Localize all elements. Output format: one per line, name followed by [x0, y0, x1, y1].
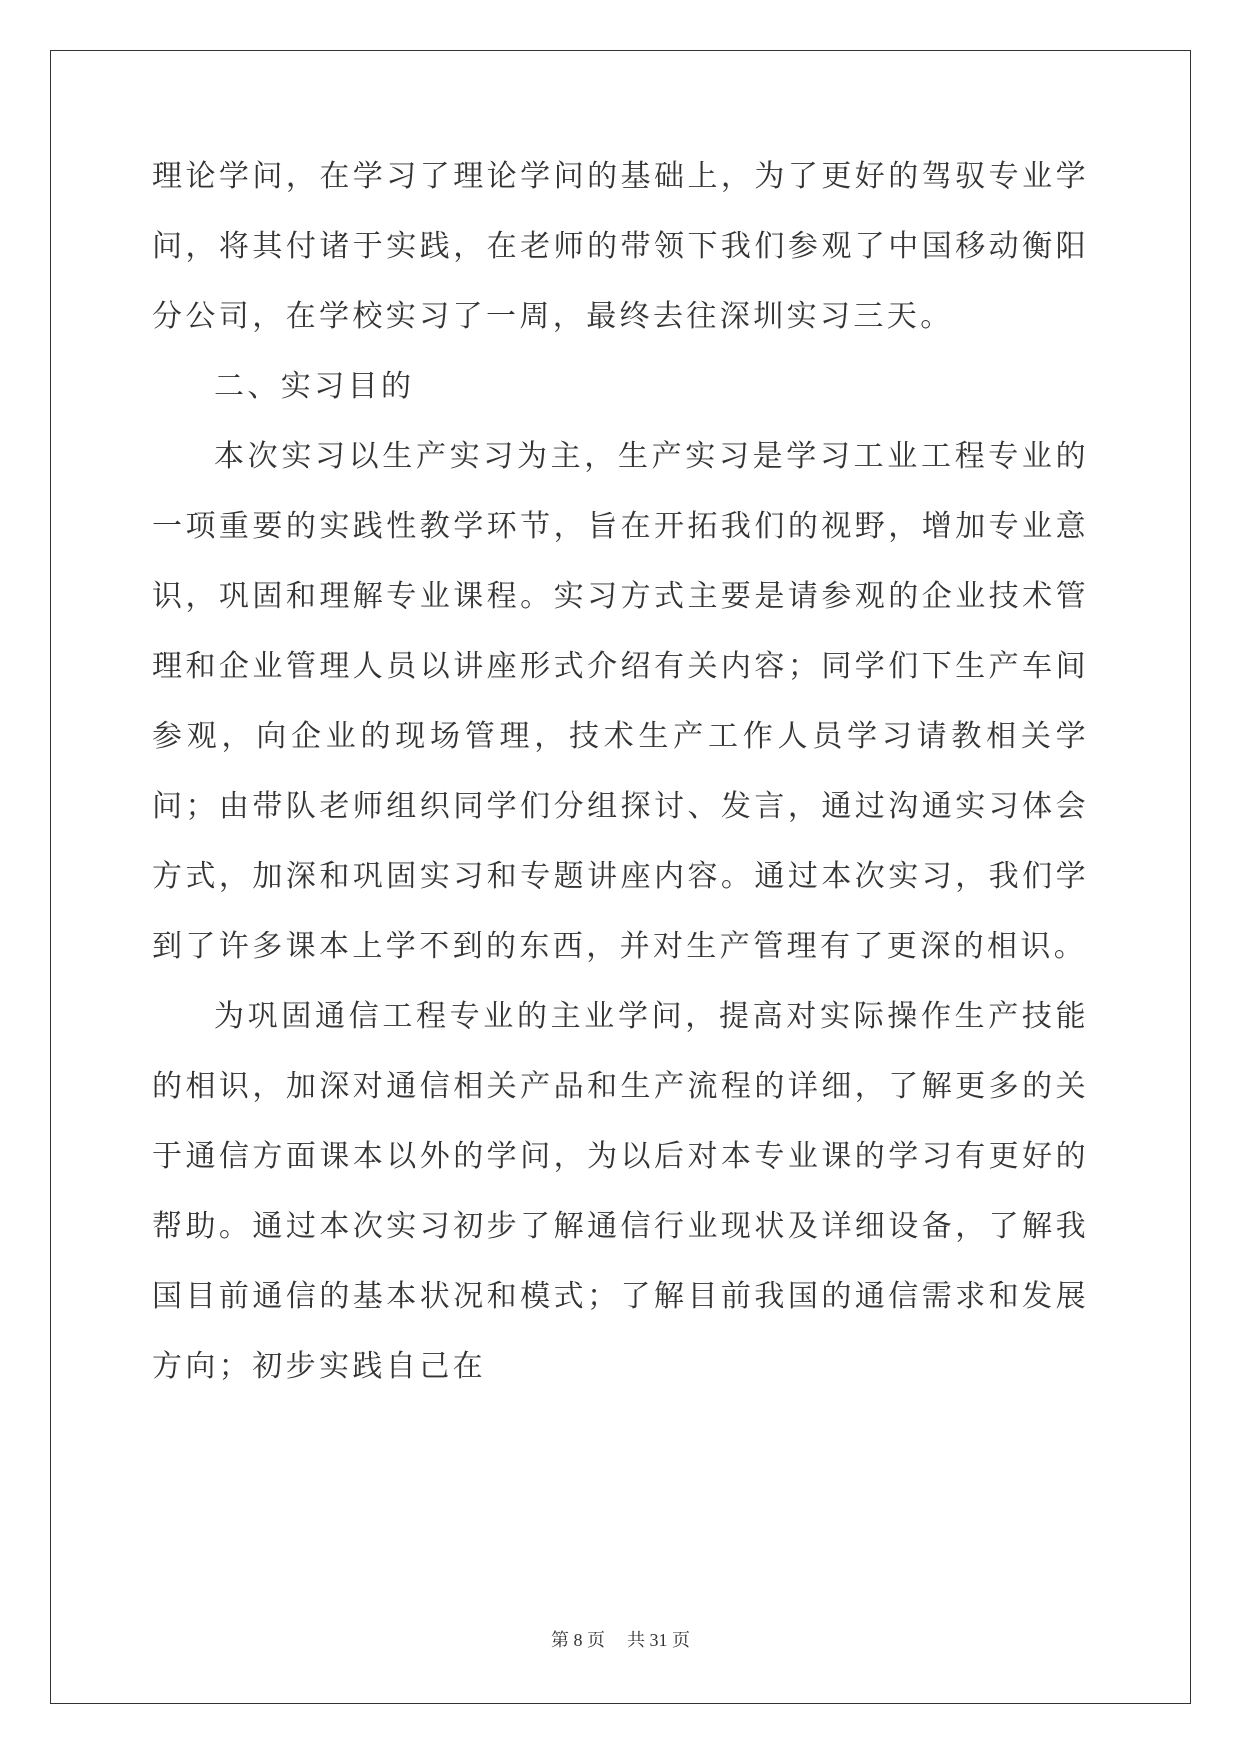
paragraph: 为巩固通信工程专业的主业学问，提高对实际操作生产技能的相识，加深对通信相关产品和生产流程的详细，了解更多的关于通信方面课本以外的学问，为以后对本专业课的学习有更好的帮助。通过本次实习初步了解通信行业现状及详细设备，了解我国目前通信的基本状况和模式；了解目前我国的通信需求和发展方向；初步实践自己在	[152, 999, 1089, 1384]
page-number: 第 8 页	[551, 1630, 605, 1650]
document-body	[152, 142, 1089, 1402]
paragraph: 本次实习以生产实习为主，生产实习是学习工业工程专业的一项重要的实践性教学环节，旨在开拓我们的视野，增加专业意识，巩固和理解专业课程。实习方式主要是请参观的企业技术管理和企业管理人员以讲座形式介绍有关内容；同学们下生产车间参观，向企业的现场管理，技术生产工作人员学习请教相关学问；由带队老师组织同学们分组探讨、发言，通过沟通实习体会方式，加深和巩固实习和专题讲座内容。通过本次实习，我们学到了许多课本上学不到的东西，并对生产管理有了更深的相识。	[152, 439, 1089, 964]
page-footer	[0, 1626, 1241, 1652]
page-total: 共 31 页	[627, 1630, 690, 1650]
paragraph: 理论学问，在学习了理论学问的基础上，为了更好的驾驭专业学问，将其付诸于实践，在老师的带领下我们参观了中国移动衡阳分公司，在学校实习了一周，最终去往深圳实习三天。	[152, 159, 1089, 334]
section-heading: 二、实习目的	[214, 369, 415, 404]
